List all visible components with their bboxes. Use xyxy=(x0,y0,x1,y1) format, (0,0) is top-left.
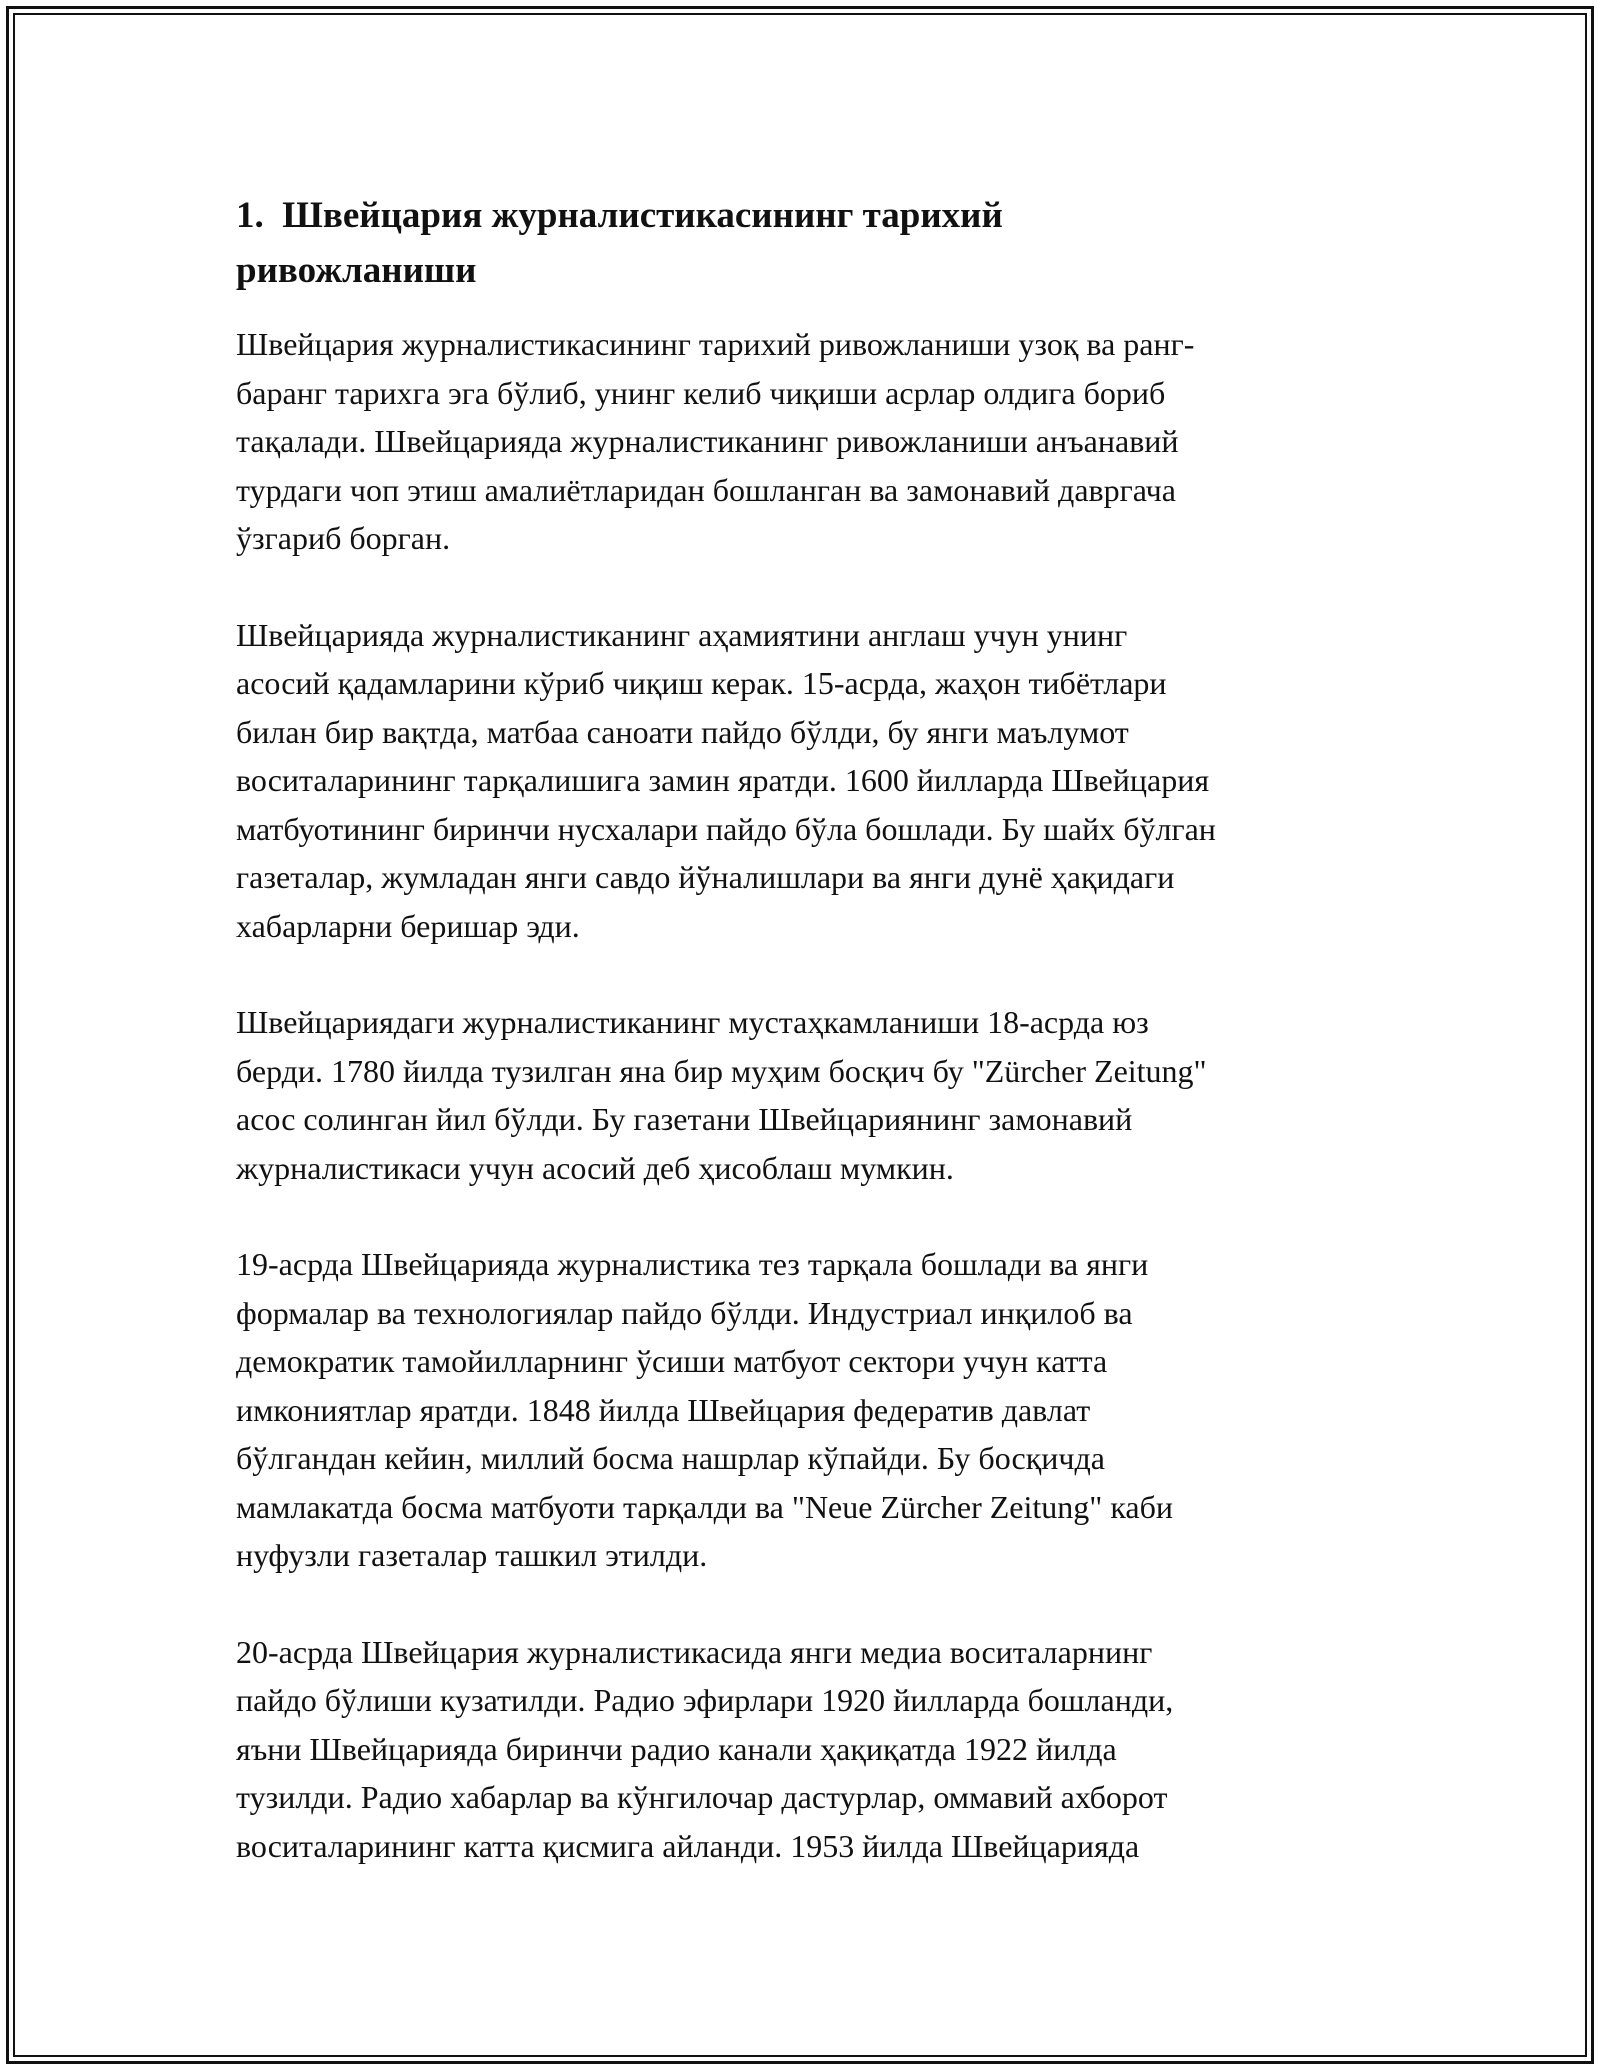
text-line: хабарларни беришар эди. xyxy=(236,907,580,944)
text-line: газеталар, жумладан янги савдо йўналишлари ва янги дунё ҳақидаги xyxy=(236,859,1175,895)
text-line: бўлгандан кейин, миллий босма нашрлар кўпайди. Бу босқичда xyxy=(236,1440,1105,1476)
text-line: журналистикаси учун асосий деб ҳисоблаш мумкин. xyxy=(236,1149,954,1186)
paragraph-4 xyxy=(236,1240,1396,1580)
text-line: воситаларининг катта қисмига айланди. 1953 йилда Швейцарияда xyxy=(236,1827,1140,1864)
paragraph-5 xyxy=(236,1628,1396,1871)
text-line: асос солинган йил бўлди. Бу газетани Швейцариянинг замонавий xyxy=(236,1101,1133,1137)
text-line: формалар ва технологиялар пайдо бўлди. Индустриал инқилоб ва xyxy=(236,1294,1133,1331)
paragraph-3 xyxy=(236,998,1396,1192)
text-line: воситаларининг тарқалишига замин яратди. 1600 йилларда Швейцария xyxy=(236,762,1210,798)
text-line: тақалади. Швейцарияда журналистиканинг ривожланиши анъанавий xyxy=(236,423,1179,459)
text-line: турдаги чоп этиш амалиётларидан бошланган ва замонавий давргача xyxy=(236,471,1176,508)
text-line: баранг тарихга эга бўлиб, унинг келиб чиқиши асрлар олдига бориб xyxy=(236,374,1166,411)
paragraph-1 xyxy=(236,320,1396,563)
text-line: билан бир вақтда, матбаа саноати пайдо бўлди, бу янги маълумот xyxy=(236,713,1129,750)
text-line: пайдо бўлиши кузатилди. Радио эфирлари 1920 йилларда бошланди, xyxy=(236,1682,1174,1718)
text-line: ўзгариб борган. xyxy=(236,520,451,556)
text-line: мамлакатда босма матбуоти тарқалди ва "Neue Zürcher Zeitung" каби xyxy=(236,1488,1173,1525)
text-line: Швейцарияда журналистиканинг аҳамиятини англаш учун унинг xyxy=(236,616,1128,653)
text-line: нуфузли газеталар ташкил этилди. xyxy=(236,1537,708,1573)
text-line: 20-асрда Швейцария журналистикасида янги медиа воситаларнинг xyxy=(236,1633,1153,1670)
section-heading-line xyxy=(236,188,1136,243)
text-line: асосий қадамларини кўриб чиқиш керак. 15-асрда, жаҳон тибётлари xyxy=(236,665,1167,701)
section-number: 1. xyxy=(236,195,264,236)
text-line: берди. 1780 йилда тузилган яна бир муҳим босқич бу "Zürcher Zeitung" xyxy=(236,1052,1207,1089)
text-line: яъни Швейцарияда биринчи радио канали ҳақиқатда 1922 йилда xyxy=(236,1730,1117,1767)
text-line: тузилди. Радио хабарлар ва кўнгилочар дастурлар, оммавий ахборот xyxy=(236,1779,1168,1815)
text-line: демократик тамойилларнинг ўсиши матбуот сектори учун катта xyxy=(236,1343,1108,1379)
text-line: Швейцариядаги журналистиканинг мустаҳкамланиши 18-асрда юз xyxy=(236,1004,1149,1040)
text-line: матбуотининг биринчи нусхалари пайдо бўла бошлади. Бу шайх бўлган xyxy=(236,810,1216,847)
section-heading xyxy=(236,188,1136,298)
section-heading-text: Швейцария журналистикасининг тарихий xyxy=(282,195,1003,236)
text-line: имкониятлар яратди. 1848 йилда Швейцария федератив давлат xyxy=(236,1391,1091,1428)
text-line: Швейцария журналистикасининг тарихий ривожланиши узоқ ва ранг- xyxy=(236,326,1195,362)
text-line: 19-асрда Швейцарияда журналистика тез тарқала бошлади ва янги xyxy=(236,1246,1149,1282)
section-heading-line: ривожланиши xyxy=(236,250,477,291)
paragraph-2 xyxy=(236,611,1396,951)
document-body xyxy=(236,188,1396,1918)
